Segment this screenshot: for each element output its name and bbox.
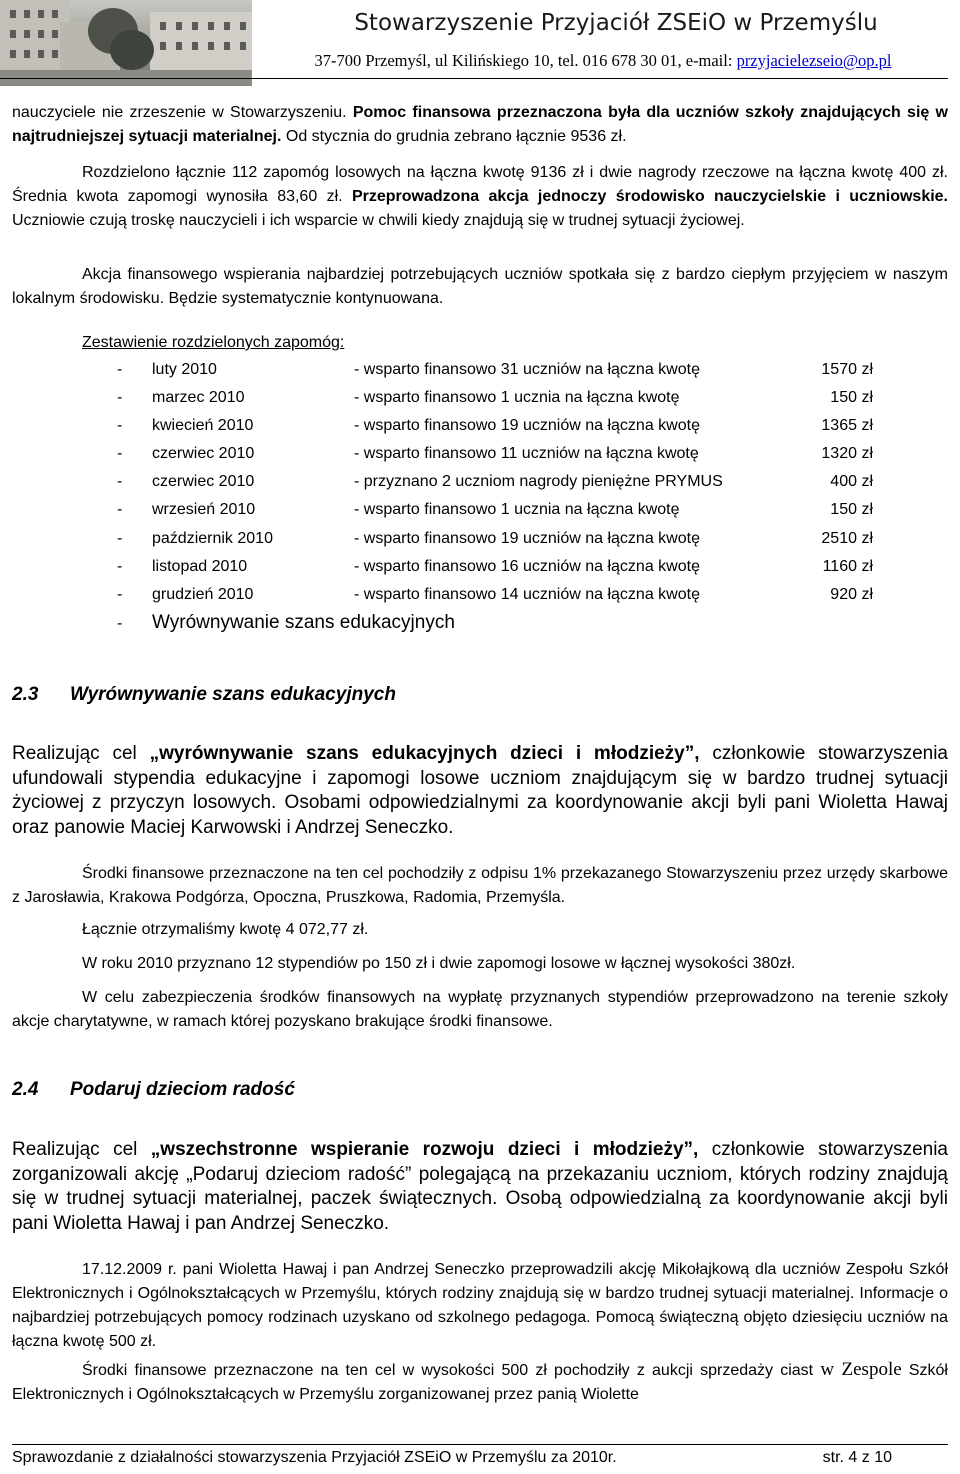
lead-text: Realizując cel [12, 1139, 151, 1160]
paragraph-serif-text: w Zespole [820, 1359, 902, 1380]
row-amount: 1320 zł [821, 445, 873, 462]
summary-row [117, 416, 877, 436]
list-dash: - [117, 615, 123, 632]
intro-text: nauczyciele nie zrzeszenie w Stowarzyszeniu. [12, 104, 353, 121]
section-title: Podaruj dzieciom radość [70, 1079, 295, 1100]
section-title: Wyrównywanie szans edukacyjnych [70, 684, 396, 705]
lead-bold-text: „wszechstronne wspieranie rozwoju dzieci i młodzieży”, [150, 1139, 699, 1160]
row-description: - wsparto finansowo 1 ucznia na łączna kwotę [354, 389, 680, 406]
row-description: - wsparto finansowo 19 uczniów na łączna kwotę [354, 530, 700, 547]
row-month: wrzesień 2010 [152, 501, 256, 518]
list-dash: - [117, 417, 123, 434]
row-month: grudzień 2010 [152, 586, 254, 603]
summary-row [117, 529, 877, 549]
row-description: - przyznano 2 uczniom nagrody pieniężne PRYMUS [354, 473, 723, 490]
list-dash: - [117, 361, 123, 378]
header-divider [0, 78, 948, 79]
row-amount: 400 zł [830, 473, 873, 490]
intro-paragraph-2 [12, 161, 948, 233]
summary-row [117, 360, 877, 380]
row-amount: 150 zł [830, 389, 873, 406]
footer-page-number: str. 4 z 10 [822, 1449, 892, 1466]
organization-address [258, 51, 948, 71]
row-month: czerwiec 2010 [152, 445, 255, 462]
row-month: czerwiec 2010 [152, 473, 255, 490]
summary-row [117, 388, 877, 408]
row-month: październik 2010 [152, 530, 273, 547]
summary-row [117, 557, 877, 577]
row-month: listopad 2010 [152, 558, 248, 575]
summary-row [117, 472, 877, 492]
row-description: - wsparto finansowo 16 uczniów na łączna kwotę [354, 558, 700, 575]
row-description: - wsparto finansowo 31 uczniów na łączna kwotę [354, 361, 700, 378]
section-2-4-paragraph-1: 17.12.2009 r. pani Wioletta Hawaj i pan Andrzej Seneczko przeprowadzili akcję Mikołajkową dla uczniów Zespołu Szkół Elektronicznych i Ogólnokształcących w Przemyślu, których rodziny znajdują się w bardzo trudnej sytuacji materialnej. Informacje o najbardziej potrzebujących pomocy rodzinach uzyskano od szkolnego pedagoga. Pomocą świąteczną objęto dziesięciu uczniów na łączna kwotę 500 zł. [12, 1261, 948, 1350]
address-text: 37-700 Przemyśl, ul Kilińskiego 10, tel. 016 678 30 01, e-mail: [314, 51, 737, 70]
list-dash: - [117, 586, 123, 603]
summary-row [117, 444, 877, 464]
summary-row [117, 585, 877, 605]
row-description: - wsparto finansowo 14 uczniów na łączna kwotę [354, 586, 700, 603]
section-2-3-paragraph-2: Łącznie otrzymaliśmy kwotę 4 072,77 zł. [82, 921, 369, 938]
lead-text: Realizując cel [12, 743, 150, 764]
row-month: kwiecień 2010 [152, 417, 254, 434]
section-number: 2.4 [12, 1079, 39, 1100]
list-dash: - [117, 473, 123, 490]
list-item-text: Wyrównywanie szans edukacyjnych [152, 612, 455, 633]
row-description: - wsparto finansowo 1 ucznia na łączna kwotę [354, 501, 680, 518]
school-building-photo [0, 0, 252, 86]
section-2-3-paragraph-1: Środki finansowe przeznaczone na ten cel pochodziły z odpisu 1% przekazanego Stowarzyszeniu przez urzędy skarbowe z Jarosławia, Krakowa Podgórza, Opoczna, Pruszkowa, Radomia, Przemyśla. [12, 865, 948, 906]
list-dash: - [117, 530, 123, 547]
intro-bold-text: Przeprowadzona akcja jednoczy środowisko nauczycielskie i uczniowskie. [351, 188, 949, 205]
intro-paragraph-1 [12, 101, 948, 149]
row-amount: 150 zł [830, 501, 873, 518]
row-month: luty 2010 [152, 361, 217, 378]
summary-last-item [117, 614, 877, 634]
organization-title: Stowarzyszenie Przyjaciół ZSEiO w Przemyślu [354, 10, 878, 36]
summary-heading: Zestawienie rozdzielonych zapomóg: [82, 334, 345, 351]
summary-row [117, 500, 877, 520]
section-2-3-paragraph-4: W celu zabezpieczenia środków finansowych na wypłatę przyznanych stypendiów przeprowadzono na terenie szkoły akcje charytatywne, w ramach której pozyskano brakujące środki finansowe. [12, 989, 948, 1030]
row-amount: 1160 zł [822, 558, 873, 575]
row-amount: 920 zł [830, 586, 873, 603]
lead-text: członkowie stowarzyszenia ufundowali stypendia edukacyjne i zapomogi losowe uczniom znajdującym się w bardzo trudnej sytuacji życiowej z przyczyn losowych. Osobami odpowiedzialnymi za koordynowanie akcji byli pani Wioletta Hawaj oraz panowie Maciej Karwowski i Andrzej Seneczko. [12, 743, 948, 838]
paragraph-text: Szkół Elektronicznych i Ogólnokształcących w Przemyślu zorganizowanej przez panią Wiolette [12, 1362, 948, 1403]
row-amount: 1570 zł [821, 361, 873, 378]
section-number: 2.3 [12, 684, 39, 705]
list-dash: - [117, 501, 123, 518]
row-month: marzec 2010 [152, 389, 245, 406]
intro-bold-text: Pomoc finansowa przeznaczona była dla uczniów szkoły znajdujących się w najtrudniejszej sytuacji materialnej. [12, 104, 949, 145]
email-link[interactable]: przyjacielezseio@op.pl [736, 51, 892, 70]
intro-text: Rozdzielono łącznie 112 zapomóg losowych na łączna kwotę 9136 zł i dwie nagrody rzeczowe na łączna kwotę 400 zł. Średnia kwota zapomogi wynosiła 83,60 zł. [12, 164, 948, 205]
row-description: - wsparto finansowo 11 uczniów na łączna kwotę [354, 445, 699, 462]
lead-text: członkowie stowarzyszenia zorganizowali akcję „Podaruj dzieciom radość” polegającą na przekazaniu uczniom, których rodziny znajdują się w trudnej sytuacji materialnej, paczek świątecznych. Osobą odpowiedzialną za koordynowanie akcji byli pani Wioletta Hawaj i pan Andrzej Seneczko. [12, 1139, 948, 1234]
section-2-4-lead [12, 1138, 948, 1236]
intro-paragraph-3: Akcja finansowego wspierania najbardziej potrzebujących uczniów spotkała się z bardzo ciepłym przyjęciem w naszym lokalnym środowisku. Będzie systematycznie kontynuowana. [12, 266, 948, 307]
list-dash: - [117, 445, 123, 462]
row-description: - wsparto finansowo 19 uczniów na łączna kwotę [354, 417, 700, 434]
section-2-4-paragraph-2 [12, 1358, 948, 1407]
intro-text: Uczniowie czują troskę nauczycieli i ich wsparcie w chwili kiedy znajdują się w trudnej sytuacji życiowej. [12, 212, 745, 229]
footer-report-title: Sprawozdanie z działalności stowarzyszenia Przyjaciół ZSEiO w Przemyślu za 2010r. [12, 1449, 617, 1466]
row-amount: 2510 zł [821, 530, 873, 547]
paragraph-text: Środki finansowe przeznaczone na ten cel w wysokości 500 zł pochodziły z aukcji sprzedaży ciast [82, 1362, 821, 1379]
list-dash: - [117, 389, 123, 406]
intro-text: Od stycznia do grudnia zebrano łącznie 9536 zł. [281, 128, 627, 145]
lead-bold-text: „wyrównywanie szans edukacyjnych dzieci i młodzieży”, [149, 743, 700, 764]
section-2-3-paragraph-3: W roku 2010 przyznano 12 stypendiów po 150 zł i dwie zapomogi losowe w łącznej wysokości 380zł. [82, 955, 796, 972]
footer-divider [12, 1444, 948, 1445]
row-amount: 1365 zł [821, 417, 873, 434]
section-2-3-lead [12, 742, 948, 840]
list-dash: - [117, 558, 123, 575]
